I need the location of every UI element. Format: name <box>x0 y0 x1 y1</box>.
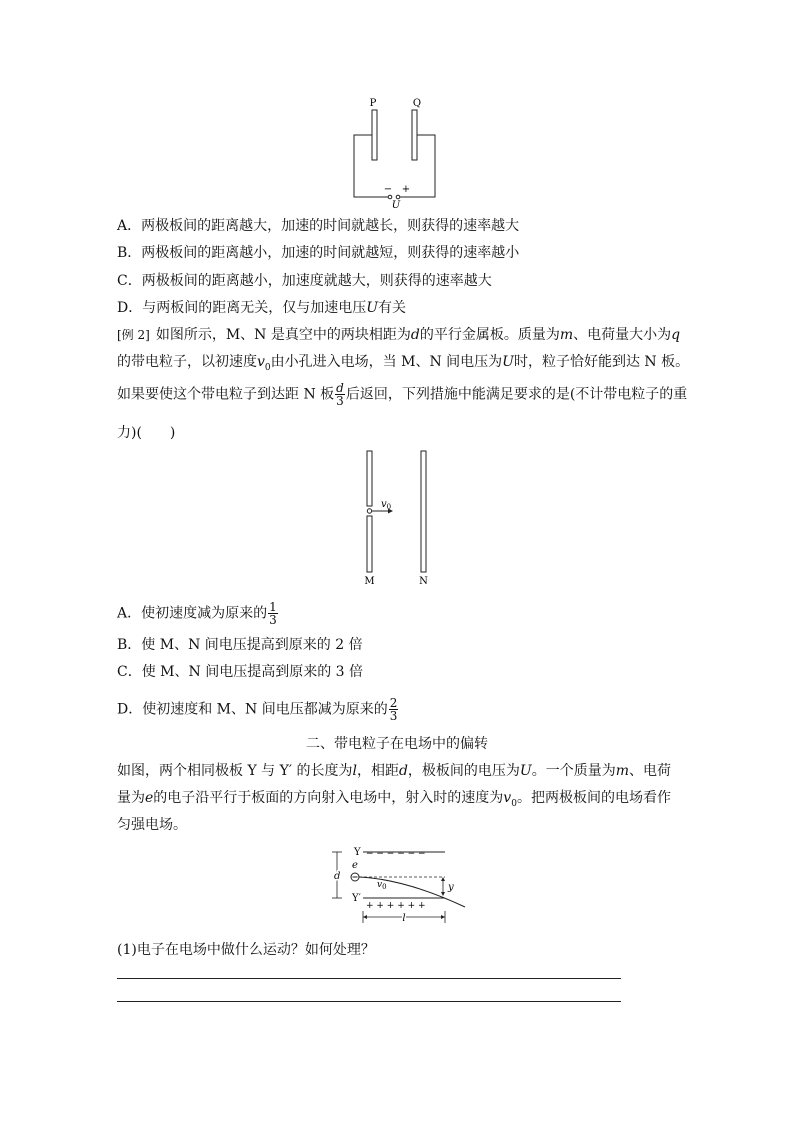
q1-option-b: B．两极板间的距离越小，加速的时间就越短，则获得的速率越小 <box>117 245 520 261</box>
q2-option-a: A．使初速度减为原来的 $\frac{1}{3}$ <box>117 600 277 627</box>
deflection-arrowhead-bottom <box>441 892 445 896</box>
q2-option-d: D．使初速度和 M、N 间电压都减为原来的 $\frac{2}{3}$ <box>117 696 398 723</box>
label-plus: + <box>401 184 411 195</box>
label-e: e <box>352 860 358 871</box>
plus-signs: + + + + + + <box>366 901 426 911</box>
section2-line2: 量为e的电子沿平行于板面的方向射入电场中，射入时的速度为$v_0$。把两极板间的电场看作 <box>117 790 671 809</box>
deflection-arrowhead-top <box>441 877 445 881</box>
answer-line-2[interactable] <box>117 1001 621 1002</box>
section2-line1: 如图，两个相同极板 Y 与 Y′ 的长度为l，相距d，极板间的电压为U。一个质量为m、电荷 <box>117 763 672 779</box>
label-m: M <box>364 576 375 587</box>
plate-q <box>412 110 417 160</box>
label-deflection-y: y <box>448 882 454 893</box>
fraction-d-over-3: $\frac{d}{3}$ <box>336 381 344 408</box>
minus-signs: − − − − − − <box>366 849 426 859</box>
label-v0: $v_0$ <box>377 880 387 891</box>
terminal-positive <box>396 195 400 199</box>
question-1: (1)电子在电场中做什么运动？如何处理？ <box>117 942 375 958</box>
label-u: U <box>391 200 401 210</box>
plate-m-upper <box>367 451 372 506</box>
example-tag: [例 2] <box>117 328 150 342</box>
figure-plates-pq <box>340 92 450 210</box>
label-d: d <box>334 871 341 882</box>
q1-option-d: D．与两板间的距离无关，仅与加速电压U有关 <box>117 300 407 316</box>
plate-n <box>421 451 426 572</box>
example2-line2: 的带电粒子，以初速度$v_0$由小孔进入电场，当 M、N 间电压为U时，粒子恰好能到达 N 板。 <box>117 354 690 373</box>
q1-option-c: C．两极板间的距离越小，加速度就越大，则获得的速率越大 <box>117 273 492 289</box>
label-q: Q <box>412 98 422 109</box>
label-v0: $v_0$ <box>381 499 392 511</box>
label-l: l <box>402 913 406 924</box>
label-y-prime: Y′ <box>352 893 361 904</box>
q2-option-c: C．使 M、N 间电压提高到原来的 3 倍 <box>117 664 364 680</box>
terminal-negative <box>388 195 392 199</box>
dimension-l-arrow-left <box>363 915 367 919</box>
q1-option-a: A．两极板间的距离越大，加速的时间就越长，则获得的速率越大 <box>117 218 520 234</box>
fraction-2-over-3: $\frac{2}{3}$ <box>389 696 398 723</box>
figure-plates-mn <box>355 448 440 588</box>
section-title: 二、带电粒子在电场中的偏转 <box>306 736 488 752</box>
label-y: Y <box>354 847 361 858</box>
label-minus: − <box>383 184 393 195</box>
figure-deflection <box>325 843 475 928</box>
label-n: N <box>419 576 428 587</box>
section2-line3: 匀强电场。 <box>117 817 187 833</box>
label-p: P <box>369 98 377 109</box>
q2-option-b: B．使 M、N 间电压提高到原来的 2 倍 <box>117 637 363 653</box>
example2-line4: 力)( ) <box>117 425 176 441</box>
example2-line1: [例 2] 如图所示，M、N 是真空中的两块相距为d的平行金属板。质量为m、电荷量大小为q <box>117 327 681 343</box>
plate-m-lower <box>367 516 372 572</box>
plate-p <box>372 110 377 160</box>
entry-hole <box>367 509 371 513</box>
dimension-l-arrow-right <box>441 915 445 919</box>
answer-line-1[interactable] <box>117 978 621 979</box>
example2-line3: 如果要使这个带电粒子到达距 N 板 $\frac{d}{3}$ 后返回，下列措施中能满足要求的是(不计带电粒子的重 <box>117 381 688 408</box>
fraction-1-over-3: $\frac{1}{3}$ <box>269 600 277 627</box>
